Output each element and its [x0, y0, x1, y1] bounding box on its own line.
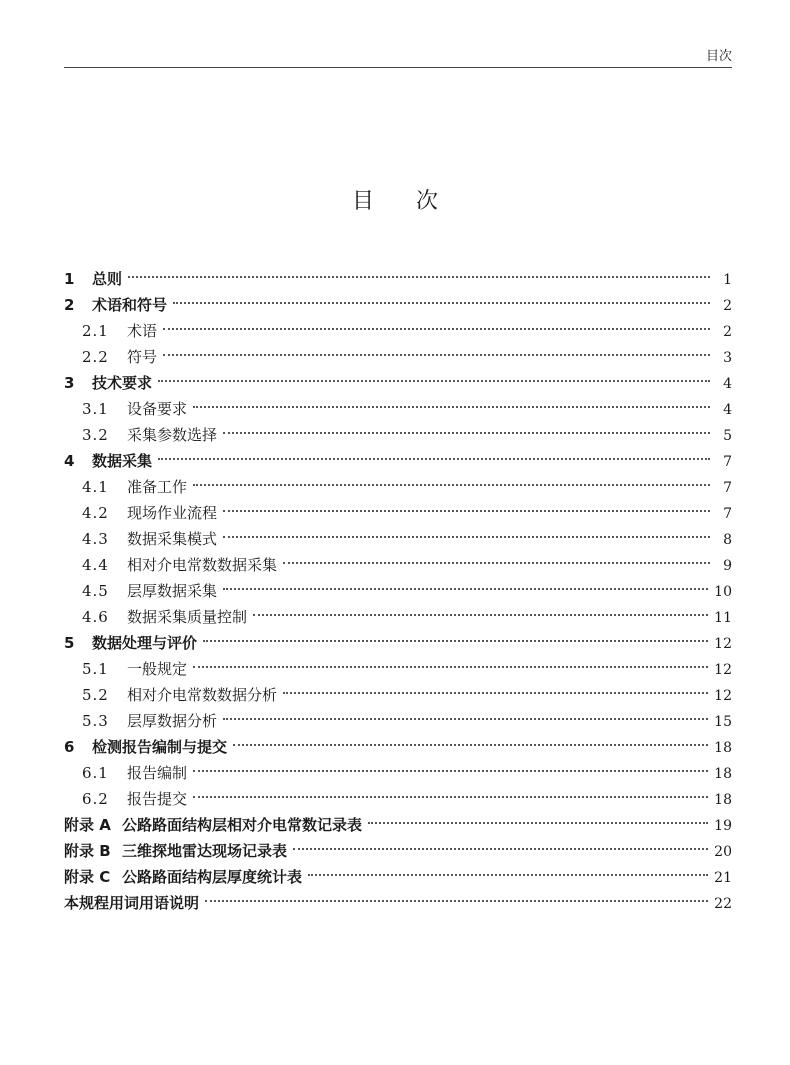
toc-entry[interactable]	[64, 604, 732, 630]
toc-dot-leader	[223, 510, 710, 512]
toc-entry-title: 检测报告编制与提交	[92, 738, 228, 756]
toc-entry-number: 4	[64, 452, 75, 470]
running-header: 目次	[705, 49, 732, 64]
toc-entry-number: 4.2	[82, 504, 109, 522]
toc-entry-title: 相对介电常数数据采集	[127, 556, 278, 574]
toc-entry-page-number: 11	[714, 610, 732, 626]
toc-entry[interactable]	[64, 474, 732, 500]
toc-entry-number: 5.2	[82, 686, 109, 704]
toc-entry-page-number: 3	[723, 350, 732, 366]
toc-entry-title: 采集参数选择	[127, 426, 218, 444]
toc-entry-title: 数据采集	[92, 452, 153, 470]
toc-entry-title: 技术要求	[92, 374, 153, 392]
toc-entry-number: 4.3	[82, 530, 109, 548]
toc-entry-number: 3.2	[82, 426, 109, 444]
toc-entry-page-number: 9	[723, 558, 732, 574]
toc-entry-page-number: 15	[714, 714, 732, 730]
toc-entry[interactable]	[64, 422, 732, 448]
toc-dot-leader	[163, 354, 710, 356]
toc-entry-page-number: 21	[714, 870, 732, 886]
toc-dot-leader	[158, 458, 710, 460]
toc-entry-page-number: 12	[714, 662, 732, 678]
toc-entry-title: 报告提交	[127, 790, 188, 808]
toc-entry-title: 一般规定	[127, 660, 188, 678]
toc-dot-leader	[368, 822, 708, 824]
toc-entry[interactable]	[64, 864, 732, 890]
toc-entry[interactable]	[64, 838, 732, 864]
toc-entry-number: 4.1	[82, 478, 109, 496]
toc-entry[interactable]	[64, 552, 732, 578]
toc-title: 目 次	[352, 189, 438, 214]
toc-entry-page-number: 19	[714, 818, 732, 834]
toc-entry-title: 术语和符号	[92, 296, 168, 314]
toc-entry-number: 2	[64, 296, 75, 314]
toc-entry-title: 设备要求	[127, 400, 188, 418]
toc-entry-page-number: 12	[714, 688, 732, 704]
toc-entry-number: 附录 C	[64, 868, 111, 886]
toc-entry-title: 层厚数据采集	[127, 582, 218, 600]
toc-entry-page-number: 18	[714, 766, 732, 782]
toc-entry[interactable]	[64, 396, 732, 422]
toc-entry-number: 5.1	[82, 660, 109, 678]
toc-entry-page-number: 8	[723, 532, 732, 548]
toc-entry[interactable]	[64, 708, 732, 734]
toc-entry[interactable]	[64, 812, 732, 838]
toc-entry-page-number: 4	[723, 402, 732, 418]
toc-entry-title: 数据处理与评价	[92, 634, 198, 652]
toc-entry-number: 6	[64, 738, 75, 756]
toc-dot-leader	[283, 692, 708, 694]
toc-entry[interactable]	[64, 630, 732, 656]
toc-entry-title: 本规程用词用语说明	[64, 894, 200, 912]
toc-entry-number: 3	[64, 374, 75, 392]
toc-entry-number: 4.6	[82, 608, 109, 626]
toc-entry[interactable]	[64, 526, 732, 552]
toc-entry[interactable]	[64, 890, 732, 916]
toc-entry[interactable]	[64, 318, 732, 344]
toc-dot-leader	[128, 276, 710, 278]
toc-entry[interactable]	[64, 656, 732, 682]
toc-entry-number: 附录 B	[64, 842, 111, 860]
toc-dot-leader	[253, 614, 708, 616]
toc-entry-title: 数据采集质量控制	[127, 608, 248, 626]
toc-entry[interactable]	[64, 344, 732, 370]
toc-dot-leader	[163, 328, 710, 330]
toc-entry[interactable]	[64, 578, 732, 604]
toc-entry-page-number: 20	[714, 844, 732, 860]
toc-entry-title: 公路路面结构层厚度统计表	[122, 868, 303, 886]
toc-entry-number: 3.1	[82, 400, 109, 418]
toc-entry[interactable]	[64, 760, 732, 786]
toc-entry[interactable]	[64, 370, 732, 396]
toc-entry-page-number: 7	[723, 506, 732, 522]
toc-entry-number: 附录 A	[64, 816, 111, 834]
toc-entry-page-number: 2	[723, 324, 732, 340]
toc-entry-number: 2.2	[82, 348, 109, 366]
toc-entry-number: 5	[64, 634, 75, 652]
toc-dot-leader	[193, 484, 710, 486]
toc-entry-page-number: 18	[714, 792, 732, 808]
toc-entry[interactable]	[64, 448, 732, 474]
toc-dot-leader	[308, 874, 708, 876]
toc-entry-page-number: 2	[723, 298, 732, 314]
toc-dot-leader	[193, 796, 708, 798]
toc-dot-leader	[223, 588, 708, 590]
toc-entry-title: 数据采集模式	[127, 530, 218, 548]
toc-entry[interactable]	[64, 266, 732, 292]
toc-entry-number: 6.2	[82, 790, 109, 808]
toc-entry[interactable]	[64, 292, 732, 318]
toc-entry-title: 总则	[92, 270, 123, 288]
toc-entry-number: 5.3	[82, 712, 109, 730]
toc-entry[interactable]	[64, 786, 732, 812]
toc-dot-leader	[293, 848, 708, 850]
header-rule	[64, 67, 732, 68]
toc-dot-leader	[223, 718, 708, 720]
toc-entry[interactable]	[64, 682, 732, 708]
toc-entry-number: 4.5	[82, 582, 109, 600]
toc-dot-leader	[283, 562, 710, 564]
toc-dot-leader	[203, 640, 708, 642]
toc-dot-leader	[233, 744, 708, 746]
toc-entry-title: 报告编制	[127, 764, 188, 782]
toc-dot-leader	[223, 432, 710, 434]
toc-dot-leader	[193, 770, 708, 772]
toc-dot-leader	[173, 302, 710, 304]
toc-entry-page-number: 1	[723, 272, 732, 288]
toc-entry-page-number: 22	[714, 896, 732, 912]
toc-entry-number: 1	[64, 270, 75, 288]
toc-dot-leader	[193, 406, 710, 408]
toc-entry-number: 6.1	[82, 764, 109, 782]
table-of-contents	[64, 266, 732, 916]
toc-entry-title: 符号	[127, 348, 158, 366]
toc-entry-number: 4.4	[82, 556, 109, 574]
toc-entry-title: 现场作业流程	[127, 504, 218, 522]
toc-entry-number: 2.1	[82, 322, 109, 340]
toc-entry[interactable]	[64, 500, 732, 526]
toc-entry-title: 层厚数据分析	[127, 712, 218, 730]
toc-dot-leader	[205, 900, 708, 902]
toc-dot-leader	[158, 380, 710, 382]
toc-entry-page-number: 7	[723, 480, 732, 496]
toc-entry-page-number: 12	[714, 636, 732, 652]
toc-dot-leader	[193, 666, 708, 668]
toc-entry[interactable]	[64, 734, 732, 760]
toc-entry-title: 术语	[127, 322, 158, 340]
toc-entry-title: 相对介电常数数据分析	[127, 686, 278, 704]
toc-entry-title: 准备工作	[127, 478, 188, 496]
toc-entry-page-number: 4	[723, 376, 732, 392]
toc-dot-leader	[223, 536, 710, 538]
toc-entry-page-number: 7	[723, 454, 732, 470]
toc-entry-title: 公路路面结构层相对介电常数记录表	[122, 816, 363, 834]
toc-entry-page-number: 10	[714, 584, 732, 600]
toc-entry-page-number: 5	[723, 428, 732, 444]
toc-entry-page-number: 18	[714, 740, 732, 756]
toc-entry-title: 三维探地雷达现场记录表	[122, 842, 288, 860]
